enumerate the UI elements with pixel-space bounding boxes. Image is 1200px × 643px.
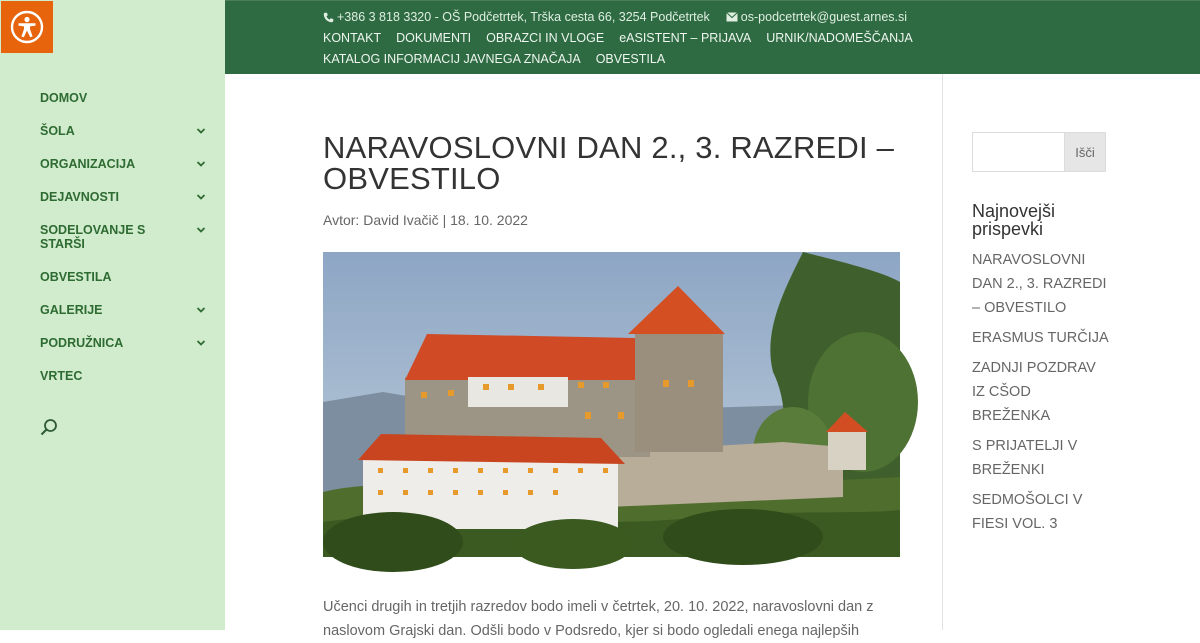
phone-address-text: +386 3 818 3320 - OŠ Podčetrtek, Trška cesta 66, 3254 Podčetrtek [337,10,710,24]
nav-item-label: ORGANIZACIJA [40,157,136,171]
post-date: 18. 10. 2022 [450,212,528,228]
chevron-down-icon[interactable] [195,158,207,170]
post-body-text: Učenci drugih in tretjih razredov bodo imeli v četrtek, 20. 10. 2022, naravoslovni dan z naslovom Grajski dan. Odšli bodo v Podsredo, kjer si bodo ogledali enega najlepših [323,599,874,639]
chevron-down-icon[interactable] [195,337,207,349]
top-menu-katalog-informacij[interactable]: KATALOG INFORMACIJ JAVNEGA ZNAČAJA [323,52,581,66]
top-menu-obrazci-in-vloge[interactable]: OBRAZCI IN VLOGE [486,31,605,45]
chevron-down-icon[interactable] [195,191,207,203]
nav-item-label: GALERIJE [40,303,103,317]
post-meta [323,212,903,228]
search-icon [39,418,59,438]
sidebar-divider [942,74,943,630]
nav-item-domov[interactable] [40,91,210,105]
top-menu-urnik-nadomescanja[interactable]: URNIK/NADOMEŠČANJA [766,31,913,45]
nav-item-label: PODRUŽNICA [40,336,124,350]
recent-posts-title: Najnovejši prispevki [972,201,1056,239]
nav-item-obvestila[interactable] [40,270,210,284]
chevron-down-icon[interactable] [195,224,207,236]
search-button[interactable]: Išči [1064,132,1106,172]
phone-icon [323,12,334,23]
top-menu-dokumenti[interactable]: DOKUMENTI [396,31,472,45]
recent-post-link[interactable]: ERASMUS TURČIJA [972,330,1109,346]
top-menu-row-2 [323,52,680,66]
top-menu-row-1 [323,31,928,45]
nav-item-dejavnosti[interactable] [40,190,210,204]
nav-item-label: DOMOV [40,91,88,105]
search-input[interactable] [972,132,1064,172]
nav-item-organizacija[interactable] [40,157,210,171]
nav-item-sola[interactable] [40,124,210,138]
nav-item-podruznica[interactable] [40,336,210,350]
nav-item-label: SODELOVANJE S STARŠI [40,223,146,251]
nav-item-sodelovanje-s-starsi[interactable] [40,223,210,251]
recent-post-link[interactable]: SEDMOŠOLCI V FIESI VOL. 3 [972,492,1083,532]
chevron-down-icon[interactable] [195,304,207,316]
email-icon [726,12,738,22]
author-prefix: Avtor: [323,212,360,228]
main-content [323,74,903,643]
nav-item-vrtec[interactable] [40,369,210,383]
post-title: NARAVOSLOVNI DAN 2., 3. RAZREDI – OBVESTILO [323,130,895,196]
top-menu-kontakt[interactable]: KONTAKT [323,31,382,45]
top-menu-easistent-prijava[interactable]: eASISTENT – PRIJAVA [619,31,752,45]
recent-post-link[interactable]: S PRIJATELJI V BREŽENKI [972,438,1078,478]
chevron-down-icon[interactable] [195,125,207,137]
contact-info [323,10,907,24]
nav-item-galerije[interactable] [40,303,210,317]
accessibility-button[interactable] [1,1,53,53]
email-link[interactable]: os-podcetrtek@guest.arnes.si [740,10,908,24]
top-header-bar [225,0,1200,74]
left-sidebar [0,0,225,630]
sidebar-search-button[interactable] [39,418,59,438]
recent-posts-list [972,248,1112,542]
widget-search [972,132,1106,172]
nav-item-label: DEJAVNOSTI [40,190,119,204]
top-menu-obvestila[interactable]: OBVESTILA [595,52,666,66]
accessibility-icon [10,10,44,44]
nav-item-label: ŠOLA [40,124,75,138]
recent-post-link[interactable]: ZADNJI POZDRAV IZ CŠOD BREŽENKA [972,360,1096,424]
author-link[interactable]: David Ivačič [363,212,439,228]
nav-item-label: OBVESTILA [40,270,112,284]
nav-item-label: VRTEC [40,369,83,383]
featured-image-castle [323,252,900,557]
recent-post-link[interactable]: NARAVOSLOVNI DAN 2., 3. RAZREDI – OBVESTILO [972,252,1107,316]
meta-separator: | [442,212,447,228]
